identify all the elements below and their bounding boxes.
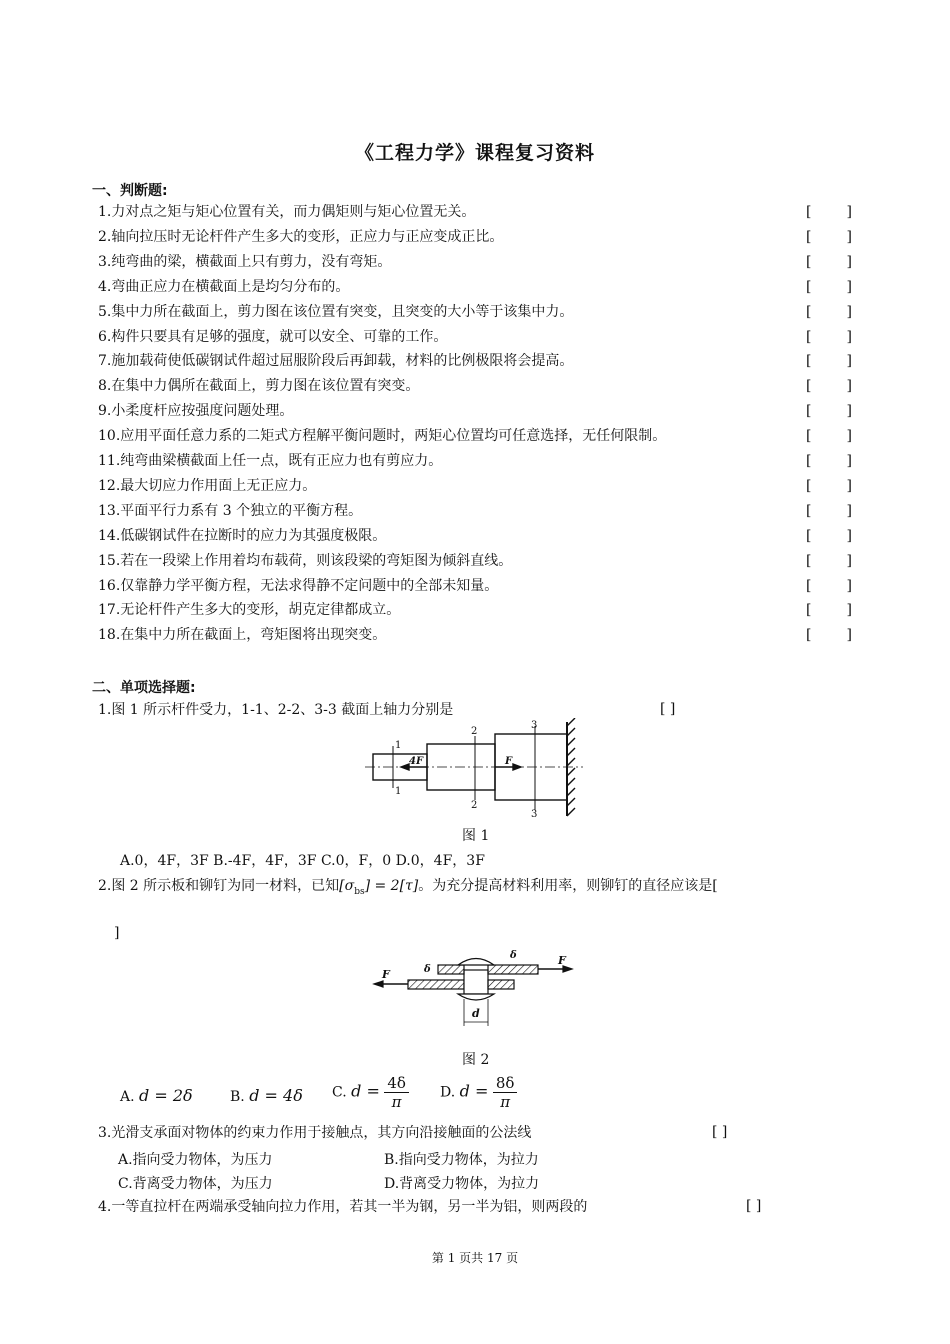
question-3-option-d: D.背离受力物体，为拉力 [384,1176,540,1192]
question-3-option-b: B.指向受力物体，为拉力 [384,1152,539,1168]
question-2-text-after: 。为充分提高材料利用率，则铆钉的直径应该是[ [418,878,718,894]
question-4-bracket: [ ] [746,1198,762,1214]
item-number: 4. [98,278,112,295]
item-number: 14. [98,527,121,544]
bracket-left: [ [806,577,812,594]
label-4f: 4F [409,756,424,767]
bracket-left: [ [806,502,812,519]
bracket-left: [ [806,477,812,494]
item-text: 在集中力偶所在截面上，剪力图在该位置有突变。 [111,378,420,395]
item-number: 9. [98,403,112,420]
question-2-bracket-close: ] [114,925,120,941]
item-number: 7. [98,353,112,370]
question-2-option-a: A. d = 2δ [120,1086,193,1105]
true-false-item [98,228,503,246]
bracket-right: ] [846,552,852,569]
item-number: 10. [98,428,121,445]
true-false-item [98,626,386,644]
figure-2-caption: 图 2 [462,1052,490,1068]
bracket-left: [ [806,403,812,420]
item-text: 小柔度杆应按强度问题处理。 [111,403,294,420]
item-number: 17. [98,602,121,619]
section-heading-true-false: 一、判断题: [92,183,168,199]
question-2-option-c: C. d = $\frac{4\delta}{\pi}$ [332,1074,409,1111]
true-false-item [98,427,666,445]
fraction-c: $\frac{4\delta}{\pi}$ [384,1074,409,1111]
item-number: 13. [98,502,121,519]
question-2-option-b: B. d = 4δ [230,1086,303,1105]
true-false-item [98,477,316,495]
rivet-head-top [458,959,494,966]
label-3-top: 3 [531,720,538,731]
item-text: 纯弯曲梁横截面上任一点，既有正应力也有剪应力。 [120,453,443,469]
label-2-top: 2 [471,726,478,737]
bracket-right: ] [846,527,852,544]
bracket-left: [ [806,602,812,619]
question-3-option-c: C.背离受力物体，为压力 [118,1176,273,1192]
figure-1-bar-diagram [365,718,585,820]
bracket-right: ] [846,278,852,295]
question-2-formula-sub: bs [354,886,365,897]
item-text: 平面平行力系有 3 个独立的平衡方程。 [120,502,363,519]
bracket-left: [ [806,253,812,270]
figure-1-caption: 图 1 [462,828,490,844]
label-f: F [505,756,513,767]
bracket-left: [ [806,353,812,370]
item-text: 在集中力所在截面上，弯矩图将出现突变。 [120,627,387,644]
label-delta-left: δ [424,964,431,975]
item-text: 施加载荷使低碳钢试件超过屈服阶段后再卸载，材料的比例极限将会提高。 [111,353,574,370]
item-text: 纯弯曲的梁，横截面上只有剪力，没有弯矩。 [111,253,392,270]
question-2-formula: $[\sigma_{bs}] = 2[\tau]$ [339,878,419,897]
section-heading-single-choice: 二、单项选择题: [92,680,196,696]
bracket-left: [ [806,428,812,445]
true-false-item [98,328,447,346]
label-f-left: F [382,968,390,981]
bracket-right: ] [846,627,852,644]
bracket-right: ] [846,353,852,370]
true-false-item [98,601,400,619]
bracket-left: [ [806,228,812,245]
rivet-shank [464,970,488,994]
true-false-item [98,303,573,321]
bracket-left: [ [806,552,812,569]
item-number: 3. [98,253,112,270]
question-4-text: 4.一等直拉杆在两端承受轴向拉力作用，若其一半为钢，另一半为铝，则两段的 [98,1199,588,1215]
true-false-item [98,502,362,520]
question-1-options: A.0，4F，3F B.-4F，4F，3F C.0，F，0 D.0，4F，3F [120,853,485,869]
bracket-left: [ [806,278,812,295]
bracket-right: ] [846,253,852,270]
bracket-right: ] [846,303,852,320]
bracket-right: ] [846,428,852,445]
item-number: 12. [98,477,121,494]
label-delta-right: δ [510,950,517,961]
page-footer: 第 1 页共 17 页 [431,1251,519,1265]
label-3-bottom: 3 [531,809,538,820]
item-text: 若在一段梁上作用着均布载荷，则该段梁的弯矩图为倾斜直线。 [120,552,513,569]
lower-plate-right [488,980,514,989]
question-3-option-a: A.指向受力物体，为压力 [118,1152,273,1168]
bracket-right: ] [846,328,852,345]
label-f-right: F [558,954,566,967]
item-text: 最大切应力作用面上无正应力。 [120,477,317,494]
item-text: 轴向拉压时无论杆件产生多大的变形，正应力与正应变成正比。 [111,228,504,245]
bracket-right: ] [846,403,852,420]
lower-plate-left [408,980,464,989]
item-text: 力对点之矩与矩心位置有关，而力偶矩则与矩心位置无关。 [111,204,476,220]
item-text: 集中力所在截面上，剪力图在该位置有突变，且突变的大小等于该集中力。 [111,303,574,320]
figure-2-rivet-diagram [368,944,582,1036]
question-1-text: 1.图 1 所示杆件受力，1-1、2-2、3-3 截面上轴力分别是 [98,702,454,718]
arrow-4f-head [401,764,409,770]
upper-plate-left [438,965,464,974]
item-text: 低碳钢试件在拉断时的应力为其强度极限。 [120,527,387,544]
arrow-f-head [513,764,521,770]
question-2-text-before: 2.图 2 所示板和铆钉为同一材料，已知 [98,878,340,894]
true-false-item [98,402,293,420]
rivet-head-bottom [458,994,494,1000]
bracket-left: [ [806,527,812,544]
label-1-bottom: 1 [395,786,402,797]
true-false-item [98,278,349,296]
upper-plate-right [488,965,538,974]
bracket-right: ] [846,378,852,395]
item-number: 1. [98,204,112,220]
label-d: d [472,1007,480,1020]
true-false-item [98,577,498,595]
bracket-left: [ [806,627,812,644]
item-number: 5. [98,303,112,320]
item-number: 16. [98,577,121,594]
question-3-bracket: [ ] [712,1124,728,1140]
bracket-left: [ [806,378,812,395]
item-text: 应用平面任意力系的二矩式方程解平衡问题时，两矩心位置均可任意选择，无任何限制。 [120,428,667,445]
bracket-left: [ [806,328,812,345]
true-false-item [98,377,419,395]
item-number: 2. [98,228,112,245]
true-false-item [98,452,442,470]
true-false-item [98,552,512,570]
true-false-item [98,352,573,370]
item-number: 15. [98,552,121,569]
bracket-right: ] [846,453,852,469]
item-text: 构件只要具有足够的强度，就可以安全、可靠的工作。 [111,328,448,345]
bracket-right: ] [846,477,852,494]
item-number: 8. [98,378,112,395]
item-text: 仅靠静力学平衡方程，无法求得静不定问题中的全部未知量。 [120,577,499,594]
fraction-d: $\frac{8\delta}{\pi}$ [493,1074,518,1111]
bracket-right: ] [846,204,852,220]
item-text: 弯曲正应力在横截面上是均匀分布的。 [111,278,350,295]
true-false-item [98,253,391,271]
bracket-left: [ [806,204,812,220]
question-3-text: 3.光滑支承面对物体的约束力作用于接触点，其方向沿接触面的公法线 [98,1125,532,1141]
true-false-item [98,527,386,545]
bracket-left: [ [806,453,812,469]
item-number: 18. [98,627,121,644]
label-2-bottom: 2 [471,800,478,811]
question-2-text [98,877,718,901]
page-title: 《工程力学》课程复习资料 [354,142,595,164]
bracket-right: ] [846,228,852,245]
bracket-left: [ [806,303,812,320]
item-number: 11. [98,453,121,469]
bracket-right: ] [846,602,852,619]
bracket-right: ] [846,502,852,519]
true-false-item [98,203,475,221]
question-1-bracket: [ ] [660,701,676,717]
item-text: 无论杆件产生多大的变形，胡克定律都成立。 [120,602,401,619]
item-number: 6. [98,328,112,345]
label-1-top: 1 [395,740,402,751]
bracket-right: ] [846,577,852,594]
question-2-option-d: D. d = $\frac{8\delta}{\pi}$ [440,1074,517,1111]
